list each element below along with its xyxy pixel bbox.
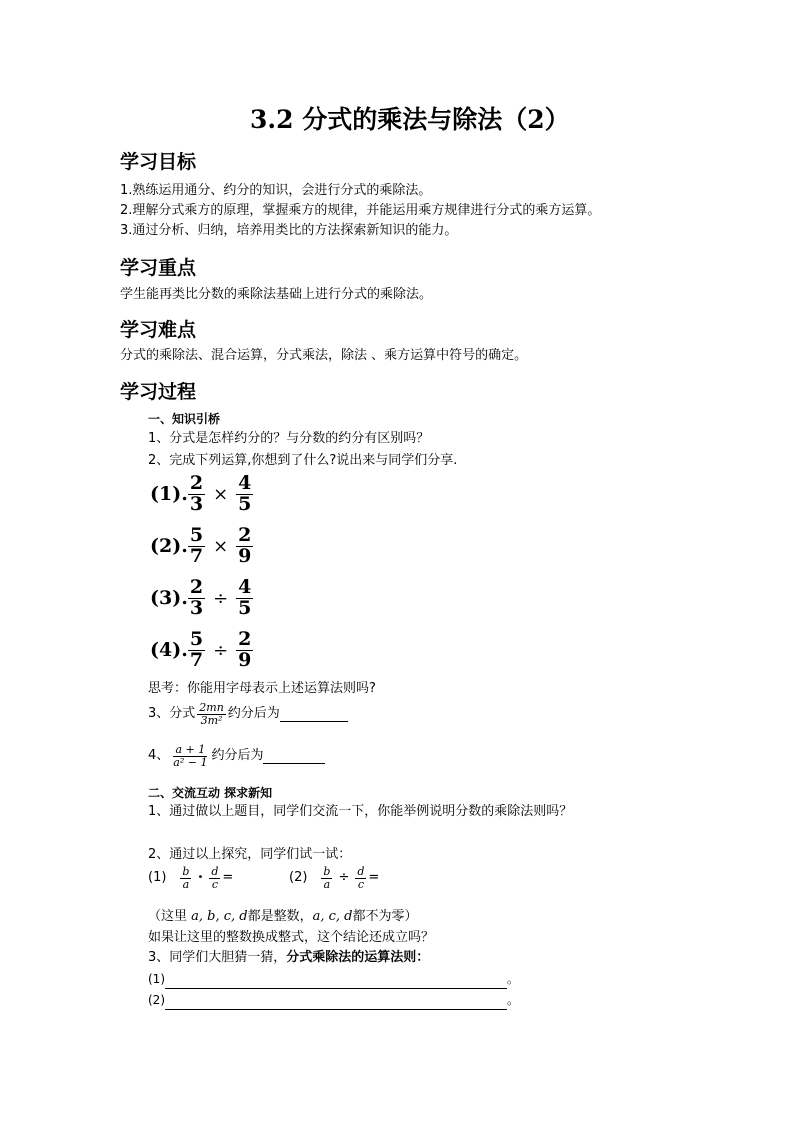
question-4-suffix: 约分后为 <box>211 748 264 764</box>
part2-question-1: 1、通过做以上题目，同学们交流一下，你能举例说明分数的乘除法则吗？ <box>148 804 573 819</box>
objective-item: 1.熟练运用通分、约分的知识，会进行分式的乘除法。 <box>120 183 432 198</box>
numerator: b <box>182 865 190 878</box>
page-title: 3.2 分式的乘法与除法（2） <box>250 105 570 134</box>
fraction <box>236 526 253 567</box>
rule-line-1 <box>148 969 519 989</box>
numerator: a + 1 <box>175 743 206 756</box>
question-prefix: 3、同学们大胆猜一猜， <box>148 950 287 965</box>
difficulty-heading: 学习难点 <box>120 319 197 341</box>
question-1: 1、分式是怎样约分的？与分数的约分有区别吗？ <box>148 431 430 446</box>
answer-blank[interactable] <box>165 974 507 989</box>
operator: × <box>213 535 229 557</box>
fraction <box>236 630 253 671</box>
part2-question-3: 如果让这里的整数换成整式，这个结论还成立吗？ <box>148 930 435 945</box>
exercise-4 <box>150 630 253 671</box>
fraction <box>236 474 253 515</box>
numerator: 2 <box>189 576 204 598</box>
try-label: (1) <box>148 870 167 886</box>
question-3-prefix: 3、分式 <box>148 706 196 722</box>
objective-item: 3.通过分析、归纳，培养用类比的方法探索新知识的能力。 <box>120 223 458 238</box>
part2-title: 二、交流互动 探求新知 <box>148 786 273 800</box>
part2-question-2: 2、通过以上探究，同学们试一试： <box>148 847 352 862</box>
fraction <box>188 526 205 567</box>
numerator: 2 <box>238 524 252 546</box>
denominator: 5 <box>238 596 252 619</box>
fraction <box>188 578 205 619</box>
fraction <box>355 866 366 890</box>
fraction <box>171 744 209 768</box>
numerator: 4 <box>238 472 252 494</box>
denominator: 3m² <box>200 713 223 727</box>
numerator: 5 <box>189 628 204 650</box>
note-suffix: 都不为零） <box>352 909 418 924</box>
think-prompt: 思考：你能用字母表示上述运算法则吗? <box>148 681 376 696</box>
note <box>148 907 418 927</box>
numerator: 2 <box>189 472 204 494</box>
rule-label: (2) <box>148 993 165 1007</box>
numerator: b <box>323 865 331 878</box>
equals: = <box>222 870 234 886</box>
try-2 <box>289 866 379 890</box>
answer-blank[interactable] <box>280 707 348 722</box>
denominator: a <box>323 877 331 891</box>
denominator: 3 <box>189 596 204 619</box>
fraction <box>197 702 226 726</box>
question-4 <box>148 744 325 768</box>
difficulty-text: 分式的乘除法、混合运算，分式乘法，除法 、乘方运算中符号的确定。 <box>120 348 528 363</box>
denominator: 7 <box>189 544 204 567</box>
denominator: 9 <box>238 648 252 671</box>
operator: ÷ <box>338 870 350 886</box>
note-vars: a, b, c, d <box>191 909 248 924</box>
exercise-label: (3). <box>150 587 188 610</box>
numerator: 2 <box>238 628 252 650</box>
denominator: 3 <box>189 492 204 515</box>
rule-heading: 分式乘除法的运算法则： <box>286 950 430 965</box>
numerator: 5 <box>189 524 204 546</box>
fraction <box>321 866 332 890</box>
exercise-2 <box>150 526 253 567</box>
process-heading: 学习过程 <box>120 381 197 403</box>
fraction <box>188 474 205 515</box>
fraction <box>188 630 205 671</box>
exercise-label: (2). <box>150 535 188 558</box>
operator: • <box>197 872 204 884</box>
fraction <box>180 866 191 890</box>
denominator: c <box>211 877 218 891</box>
numerator: d <box>357 865 365 878</box>
operator: × <box>213 483 229 505</box>
rule-line-2 <box>148 990 519 1010</box>
question-2: 2、完成下列运算,你想到了什么?说出来与同学们分享. <box>148 453 458 468</box>
operator: ÷ <box>213 639 229 661</box>
numerator: 2mn <box>199 701 224 714</box>
part2-question-4 <box>148 948 429 968</box>
numerator: d <box>211 865 219 878</box>
operator: ÷ <box>213 587 229 609</box>
exercise-label: (4). <box>150 639 188 662</box>
fraction <box>236 578 253 619</box>
note-vars: a, c, d <box>312 909 353 924</box>
denominator: 7 <box>189 648 204 671</box>
note-prefix: （这里 <box>148 909 192 924</box>
try-label: (2) <box>289 870 308 886</box>
answer-blank[interactable] <box>263 749 325 764</box>
exercise-3 <box>150 578 253 619</box>
keypoint-text: 学生能再类比分数的乘除法基础上进行分式的乘除法。 <box>120 287 433 302</box>
denominator: a² − 1 <box>173 755 208 769</box>
answer-blank[interactable] <box>165 995 507 1010</box>
objective-item: 2.理解分式乘方的原理，掌握乘方的规律，并能运用乘方规律进行分式的乘方运算。 <box>120 203 601 218</box>
part1-title: 一、知识引桥 <box>148 412 221 426</box>
exercise-label: (1). <box>150 483 188 506</box>
rule-label: (1) <box>148 972 165 986</box>
equals: = <box>368 870 380 886</box>
fraction <box>209 866 220 890</box>
question-3 <box>148 702 348 726</box>
question-4-prefix: 4、 <box>148 748 170 764</box>
question-3-suffix: 约分后为 <box>227 706 280 722</box>
denominator: 5 <box>238 492 252 515</box>
try-1 <box>148 866 233 890</box>
rule-end: 。 <box>507 993 520 1007</box>
denominator: 9 <box>238 544 252 567</box>
objectives-heading: 学习目标 <box>120 151 197 173</box>
keypoint-heading: 学习重点 <box>120 257 197 279</box>
denominator: c <box>357 877 364 891</box>
exercise-1 <box>150 474 253 515</box>
denominator: a <box>182 877 190 891</box>
numerator: 4 <box>238 576 252 598</box>
rule-end: 。 <box>507 972 520 986</box>
note-mid: 都是整数， <box>247 909 313 924</box>
